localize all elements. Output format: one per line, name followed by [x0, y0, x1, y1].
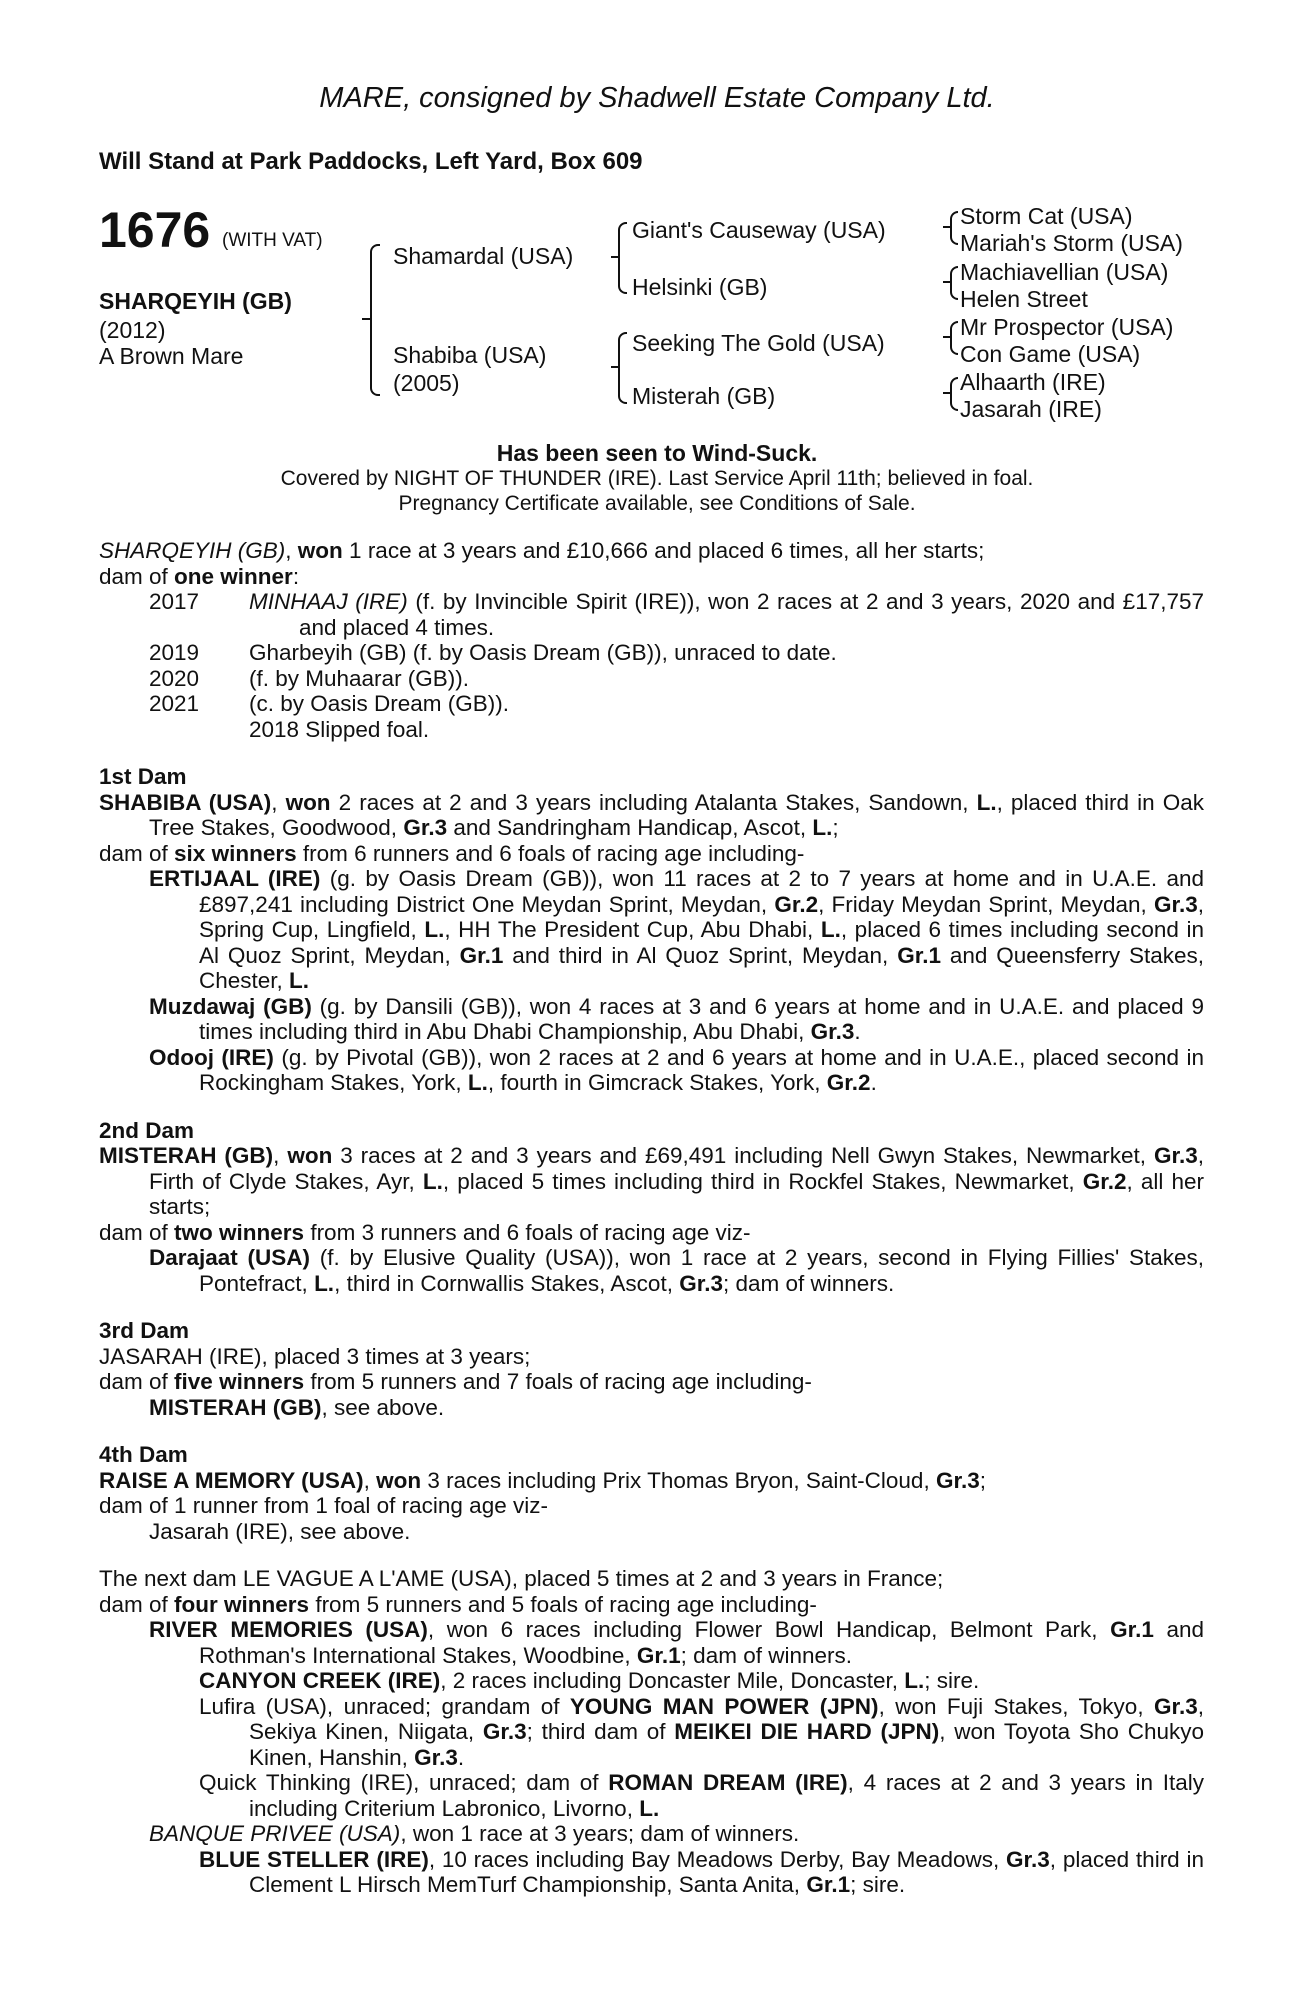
fourth-dam-heading: 4th Dam — [99, 1442, 188, 1467]
pedigree-brace-dam-tick — [611, 366, 619, 368]
pedigree-brace-main — [370, 244, 380, 396]
first-dam-heading: 1st Dam — [99, 764, 187, 789]
produce-item: 2018 Slipped foal. — [249, 716, 430, 742]
pedigree-brace-ss-tick — [943, 226, 951, 228]
pedigree-dd: Misterah (GB) — [632, 383, 776, 409]
produce-item: 2020 (f. by Muhaarar (GB)). — [149, 665, 470, 691]
fourth-dam-record: RAISE A MEMORY (USA), won 3 races including Prix Thomas Bryon, Saint-Cloud, Gr.3; — [99, 1467, 986, 1493]
produce-intro: SHARQEYIH (GB), won 1 race at 3 years and £10,666 and placed 6 times, all her starts; — [99, 538, 985, 563]
third-dam-heading: 3rd Dam — [99, 1318, 190, 1343]
pedigree-ddd: Jasarah (IRE) — [960, 396, 1102, 422]
pedigree-dss: Mr Prospector (USA) — [960, 314, 1174, 340]
pedigree-sss: Storm Cat (USA) — [960, 203, 1133, 229]
second-dam-heading: 2nd Dam — [99, 1117, 195, 1143]
next-dam-dam-of: dam of four winners from 5 runners and 5 foals of racing age including- — [99, 1591, 817, 1617]
progeny-muzdawaj: Muzdawaj (GB) (g. by Dansili (GB)), won 4 races at 3 and 6 years at home and in U.A.E. and placed 9 times including third in Abu Dhabi Championship, Abu Dhabi, Gr.3. — [149, 993, 1204, 1044]
progeny-blue-steller: BLUE STELLER (IRE), 10 races including Bay Meadows Derby, Bay Meadows, Gr.3, placed third in Clement L Hirsch MemTurf Championship, Santa Anita, Gr.1; sire. — [199, 1846, 1204, 1897]
next-dam-record: The next dam LE VAGUE A L'AME (USA), placed 5 times at 2 and 3 years in France; — [99, 1566, 944, 1591]
pedigree-sd: Helsinki (GB) — [632, 274, 768, 300]
produce-item: 2017 MINHAAJ (IRE) (f. by Invincible Spirit (IRE)), won 2 races at 2 and 3 years, 2020 and £17,757 and placed 4 times. — [149, 589, 1205, 640]
produce-item: 2019 Gharbeyih (GB) (f. by Oasis Dream (GB)), unraced to date. — [149, 640, 837, 665]
pedigree-ssd: Mariah's Storm (USA) — [960, 230, 1183, 256]
pedigree-brace-dam — [618, 332, 627, 404]
pedigree-sdd: Helen Street — [960, 286, 1088, 312]
third-dam-record: JASARAH (IRE), placed 3 times at 3 years; — [99, 1343, 531, 1369]
pedigree-dam-year: (2005) — [393, 370, 460, 396]
pedigree-dsd: Con Game (USA) — [960, 341, 1141, 367]
second-dam-dam-of: dam of two winners from 3 runners and 6 foals of racing age viz- — [99, 1219, 751, 1245]
progeny-misterah: MISTERAH (GB), see above. — [149, 1394, 445, 1420]
progeny-ertijaal: ERTIJAAL (IRE) (g. by Oasis Dream (GB)), won 11 races at 2 to 7 years at home and in U.A.E. and £897,241 including District One Meydan Sprint, Meydan, Gr.2, Friday Meydan Sprint, Meydan, Gr.3, Spring Cup, Lingfield, L., HH The President Cup, Abu Dhabi, L., placed 6 times including second in Al Quoz Sprint, Meydan, Gr.1 and third in Al Quoz Sprint, Meydan, Gr.1 and Queensferry Stakes, Chester, L. — [149, 866, 1204, 993]
progeny-quick-thinking: Quick Thinking (IRE), unraced; dam of ROMAN DREAM (IRE), 4 races at 2 and 3 years in Italy including Criterium Labronico, Livorno, L. — [199, 1770, 1204, 1821]
first-dam-record: SHABIBA (USA), won 2 races at 2 and 3 years including Atalanta Stakes, Sandown, L., placed third in Oak Tree Stakes, Goodwood, Gr.3 and Sandringham Handicap, Ascot, L.; — [99, 789, 1204, 840]
first-dam-dam-of: dam of six winners from 6 runners and 6 foals of racing age including- — [99, 840, 805, 866]
lot-number: 1676 — [99, 202, 211, 258]
pedigree-brace-ds-tick — [943, 336, 951, 338]
progeny-jasarah: Jasarah (IRE), see above. — [149, 1518, 411, 1544]
vat-note: (WITH VAT) — [222, 230, 323, 251]
pedigree-dam: Shabiba (USA) — [393, 342, 547, 368]
won-label: won — [297, 538, 343, 563]
stand-location: Will Stand at Park Paddocks, Left Yard, Box 609 — [99, 148, 643, 175]
progeny-darajaat: Darajaat (USA) (f. by Elusive Quality (USA)), won 1 race at 2 years, second in Flying Fillies' Stakes, Pontefract, L., third in Cornwallis Stakes, Ascot, Gr.3; dam of winners. — [149, 1245, 1205, 1296]
produce-item: 2021 (c. by Oasis Dream (GB)). — [149, 691, 510, 716]
progeny-lufira: Lufira (USA), unraced; grandam of YOUNG MAN POWER (JPN), won Fuji Stakes, Tokyo, Gr.3, Sekiya Kinen, Niigata, Gr.3; third dam of MEIKEI DIE HARD (JPN), won Toyota Sho Chukyo Kinen, Hanshin, Gr.3. — [199, 1693, 1205, 1770]
pedigree-brace-sd — [950, 266, 958, 300]
pedigree-brace-dd-tick — [943, 392, 951, 394]
catalogue-body — [99, 538, 1204, 1898]
pedigree-sds: Machiavellian (USA) — [960, 259, 1169, 285]
certificate-note: Pregnancy Certificate available, see Conditions of Sale. — [398, 492, 916, 515]
fourth-dam-dam-of: dam of 1 runner from 1 foal of racing age viz- — [99, 1493, 548, 1518]
pedigree-sire: Shamardal (USA) — [393, 243, 574, 269]
horse-name-italic: SHARQEYIH (GB) — [99, 538, 286, 563]
horse-year: (2012) — [99, 317, 166, 343]
pedigree-brace-ds — [950, 321, 958, 355]
second-dam-record: MISTERAH (GB), won 3 races at 2 and 3 years and £69,491 including Nell Gwyn Stakes, Newmarket, Gr.3, Firth of Clyde Stakes, Ayr, L., placed 5 times including third in Rockfel Stakes, Newmarket, Gr.2, all her starts; — [99, 1143, 1204, 1219]
progeny-banque-privee: BANQUE PRIVEE (USA), won 1 race at 3 years; dam of winners. — [149, 1821, 800, 1846]
horse-description: A Brown Mare — [99, 343, 244, 369]
produce-dam-of: dam of one winner: — [99, 563, 300, 589]
wind-suck-note: Has been seen to Wind-Suck. — [496, 440, 818, 466]
pedigree-ds: Seeking The Gold (USA) — [632, 330, 885, 356]
pedigree-brace-sire-tick — [611, 256, 619, 258]
covered-note: Covered by NIGHT OF THUNDER (IRE). Last Service April 11th; believed in foal. — [280, 467, 1034, 490]
horse-name: SHARQEYIH (GB) — [99, 288, 292, 314]
pedigree-dds: Alhaarth (IRE) — [960, 369, 1106, 395]
pedigree-brace-sd-tick — [943, 281, 951, 283]
consignment-line: MARE, consigned by Shadwell Estate Company Ltd. — [319, 82, 995, 114]
progeny-river-memories: RIVER MEMORIES (USA), won 6 races including Flower Bowl Handicap, Belmont Park, Gr.1 and Rothman's International Stakes, Woodbine, Gr.1; dam of winners. — [149, 1617, 1204, 1668]
pedigree-brace-main-tick — [362, 318, 370, 320]
pedigree-brace-dd — [950, 377, 958, 411]
pedigree-brace-ss — [950, 211, 958, 245]
pedigree-ss: Giant's Causeway (USA) — [632, 217, 886, 243]
third-dam-dam-of: dam of five winners from 5 runners and 7 foals of racing age including- — [99, 1369, 812, 1394]
pedigree-brace-sire — [618, 222, 627, 294]
progeny-odooj: Odooj (IRE) (g. by Pivotal (GB)), won 2 races at 2 and 6 years at home and in U.A.E., placed second in Rockingham Stakes, York, L., fourth in Gimcrack Stakes, York, Gr.2. — [149, 1044, 1204, 1095]
progeny-canyon-creek: CANYON CREEK (IRE), 2 races including Doncaster Mile, Doncaster, L.; sire. — [199, 1668, 980, 1693]
